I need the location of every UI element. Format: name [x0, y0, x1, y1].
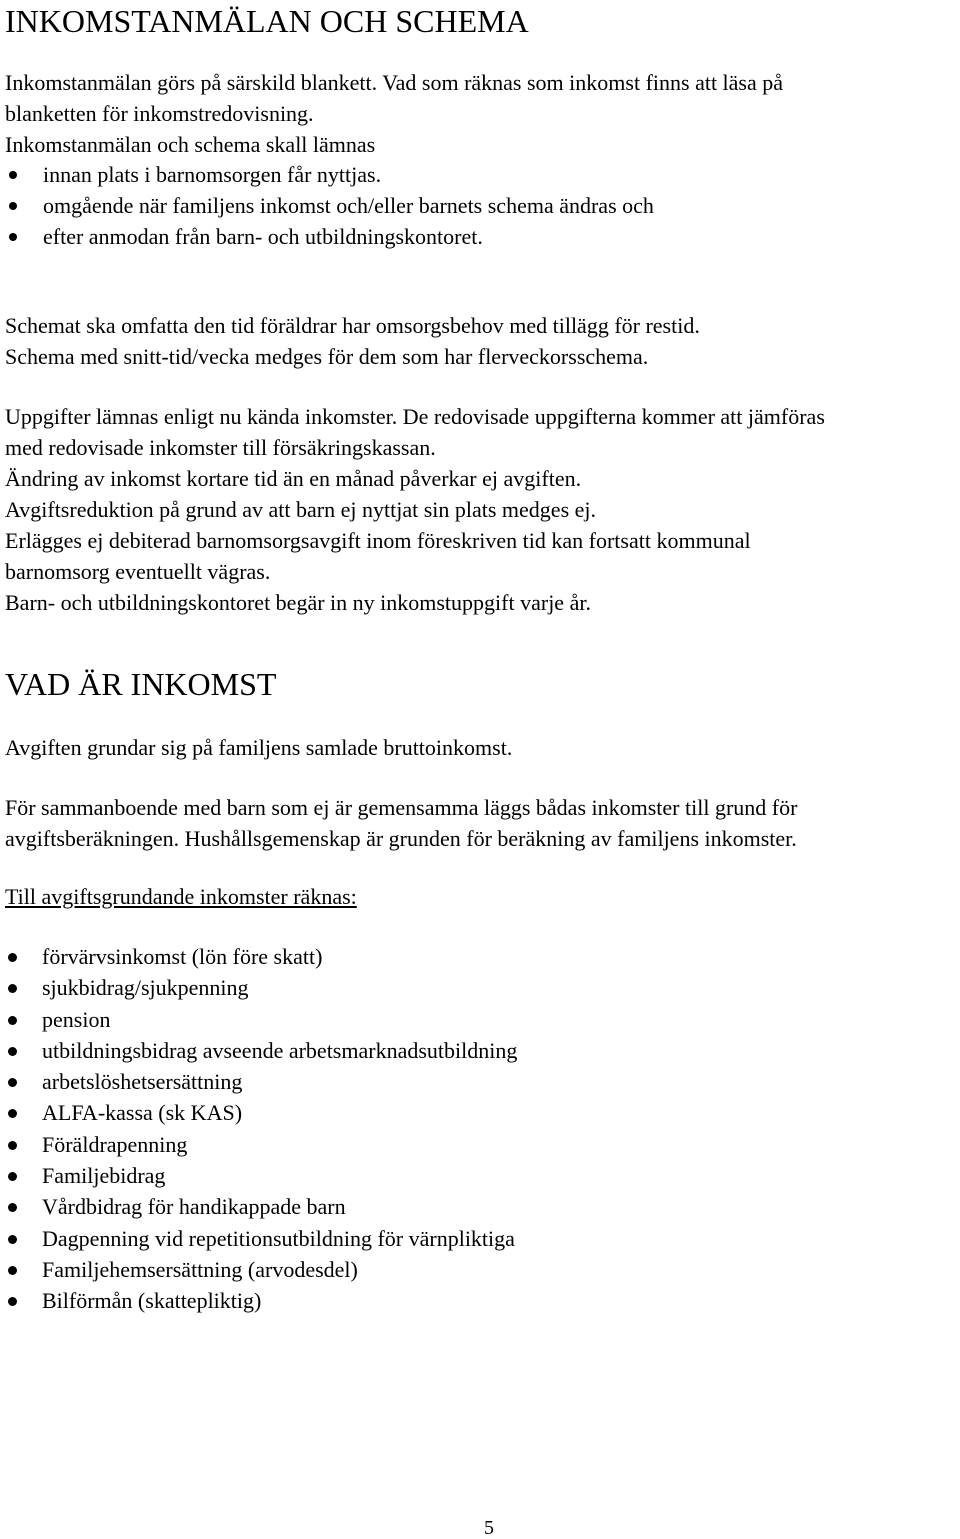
rules-line: Ändring av inkomst kortare tid än en månad påverkar ej avgiften. — [5, 466, 582, 491]
rules-line: med redovisade inkomster till försäkringskassan. — [5, 435, 436, 460]
intro-line: Inkomstanmälan görs på särskild blankett. Vad som räknas som inkomst finns att läsa på — [5, 70, 784, 95]
list-item-text: Föräldrapenning — [42, 1131, 188, 1157]
bullet-icon — [8, 1172, 17, 1181]
bullet-icon — [8, 953, 17, 962]
bullet-icon — [8, 984, 17, 993]
schedule-line: Schema med snitt-tid/vecka medges för dem som har flerveckorsschema. — [5, 344, 649, 369]
list-item-text: utbildningsbidrag avseende arbetsmarknadsutbildning — [42, 1037, 518, 1063]
income-basis-paragraph — [5, 732, 512, 763]
bullet-icon — [8, 1235, 17, 1244]
schedule-paragraph — [5, 310, 700, 372]
bullet-icon — [8, 1141, 17, 1150]
intro-line: blanketten för inkomstredovisning. — [5, 101, 314, 126]
list-item-text: Familjehemsersättning (arvodesdel) — [42, 1256, 358, 1282]
heading-what-is-income: VAD ÄR INKOMST — [5, 666, 277, 702]
list-item-text: pension — [42, 1006, 111, 1032]
list-item-text: förvärvsinkomst (lön före skatt) — [42, 944, 323, 969]
list-item-text: ALFA-kassa (sk KAS) — [42, 1100, 243, 1126]
income-list-title-text: Till avgiftsgrundande inkomster räknas: — [5, 884, 357, 909]
list-item-text: arbetslöshetsersättning — [42, 1069, 243, 1095]
cohabiting-paragraph — [5, 792, 797, 854]
list-item-text: Familjebidrag — [42, 1163, 166, 1189]
rules-line: Uppgifter lämnas enligt nu kända inkomster. De redovisade uppgifterna kommer att jämföras — [5, 404, 825, 429]
rules-paragraph — [5, 401, 825, 618]
bullet-icon — [9, 233, 17, 241]
list-item-text: omgående när familjens inkomst och/eller barnets schema ändras och — [43, 193, 654, 218]
rules-line: barnomsorg eventuellt vägras. — [5, 559, 271, 584]
intro-line: Inkomstanmälan och schema skall lämnas — [5, 132, 376, 157]
page-number: 5 — [484, 1517, 494, 1539]
cohabiting-line: avgiftsberäkningen. Hushållsgemenskap är grunden för beräkning av familjens inkomster. — [5, 826, 797, 851]
bullet-icon — [8, 1109, 17, 1118]
bullet-icon — [8, 1266, 17, 1275]
rules-line: Erlägges ej debiterad barnomsorgsavgift inom föreskriven tid kan fortsatt kommunal — [5, 528, 751, 553]
list-item-text: innan plats i barnomsorgen får nyttjas. — [43, 162, 382, 187]
heading-income-declaration: INKOMSTANMÄLAN OCH SCHEMA — [5, 3, 529, 39]
bullet-icon — [8, 1016, 17, 1025]
income-basis-line: Avgiften grundar sig på familjens samlade bruttoinkomst. — [5, 735, 513, 760]
bullet-icon — [8, 1078, 17, 1087]
list-item-text: efter anmodan från barn- och utbildningskontoret. — [43, 224, 483, 249]
cohabiting-line: För sammanboende med barn som ej är gemensamma läggs bådas inkomster till grund för — [5, 795, 798, 820]
rules-line: Barn- och utbildningskontoret begär in ny inkomstuppgift varje år. — [5, 590, 591, 615]
list-item-text: Dagpenning vid repetitionsutbildning för värnpliktiga — [42, 1225, 515, 1251]
income-list-title — [5, 881, 357, 912]
list-item-text: Vårdbidrag för handikappade barn — [42, 1194, 346, 1220]
bullet-icon — [8, 1203, 17, 1212]
list-item-text: sjukbidrag/sjukpenning — [42, 975, 249, 1001]
rules-line: Avgiftsreduktion på grund av att barn ej nyttjat sin plats medges ej. — [5, 497, 597, 522]
bullet-icon — [8, 1297, 17, 1306]
list-item-text: Bilförmån (skattepliktig) — [42, 1288, 262, 1314]
bullet-icon — [8, 1047, 17, 1056]
intro-paragraph — [5, 67, 783, 160]
schedule-line: Schemat ska omfatta den tid föräldrar har omsorgsbehov med tillägg för restid. — [5, 313, 700, 338]
bullet-icon — [9, 202, 17, 210]
bullet-icon — [9, 171, 17, 179]
